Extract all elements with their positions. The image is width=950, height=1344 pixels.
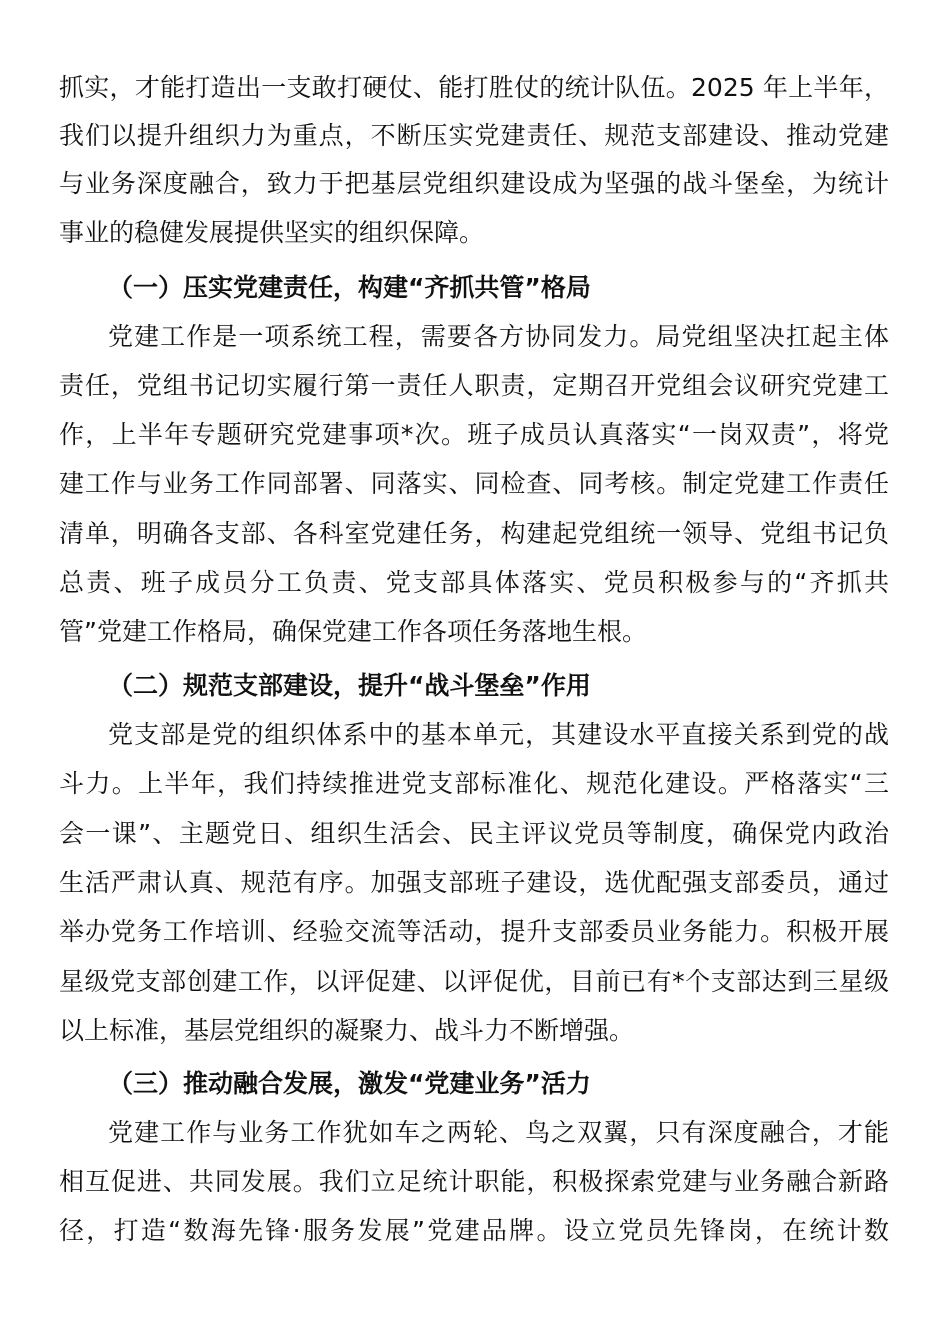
section-2-line-1: 党支部是党的组织体系中的基本单元，其建设水平直接关系到党的战 xyxy=(108,720,889,749)
section-2-line-4: 生活严肃认真、规范有序。加强支部班子建设，选优配强支部委员，通过 xyxy=(59,868,889,897)
intro-line-3: 与业务深度融合，致力于把基层党组织建设成为坚强的战斗堡垒，为统计 xyxy=(59,169,889,198)
section-heading-2: （二）规范支部建设，提升“战斗堡垒”作用 xyxy=(108,671,591,700)
section-1-line-6: 总责、班子成员分工负责、党支部具体落实、党员积极参与的“齐抓共 xyxy=(59,568,889,597)
section-2-line-5: 举办党务工作培训、经验交流等活动，提升支部委员业务能力。积极开展 xyxy=(59,917,889,946)
section-heading-1: （一）压实党建责任，构建“齐抓共管”格局 xyxy=(108,273,591,302)
intro-line-2: 我们以提升组织力为重点，不断压实党建责任、规范支部建设、推动党建 xyxy=(59,121,889,150)
section-2-line-3: 会一课”、主题党日、组织生活会、民主评议党员等制度，确保党内政治 xyxy=(59,819,889,848)
section-2-line-7: 以上标准，基层党组织的凝聚力、战斗力不断增强。 xyxy=(59,1016,635,1045)
section-2-line-6: 星级党支部创建工作，以评促建、以评促优，目前已有*个支部达到三星级 xyxy=(59,967,889,996)
section-heading-3: （三）推动融合发展，激发“党建业务”活力 xyxy=(108,1069,591,1098)
section-1-line-2: 责任，党组书记切实履行第一责任人职责，定期召开党组会议研究党建工 xyxy=(59,371,889,400)
section-1-line-1: 党建工作是一项系统工程，需要各方协同发力。局党组坚决扛起主体 xyxy=(108,322,889,351)
intro-line-4: 事业的稳健发展提供坚实的组织保障。 xyxy=(59,218,485,247)
section-3-line-1: 党建工作与业务工作犹如车之两轮、鸟之双翼，只有深度融合，才能 xyxy=(108,1118,889,1147)
section-1-line-4: 建工作与业务工作同部署、同落实、同检查、同考核。制定党建工作责任 xyxy=(59,469,889,498)
section-3-line-3: 径，打造“数海先锋·服务发展”党建品牌。设立党员先锋岗，在统计数 xyxy=(59,1216,889,1245)
section-2-line-2: 斗力。上半年，我们持续推进党支部标准化、规范化建设。严格落实“三 xyxy=(59,769,889,798)
section-3-line-2: 相互促进、共同发展。我们立足统计职能，积极探索党建与业务融合新路 xyxy=(59,1167,889,1196)
section-1-line-3: 作，上半年专题研究党建事项*次。班子成员认真落实“一岗双责”，将党 xyxy=(59,420,889,449)
intro-line-1: 抓实，才能打造出一支敢打硬仗、能打胜仗的统计队伍。2025 年上半年， xyxy=(59,73,889,102)
section-1-line-5: 清单，明确各支部、各科室党建任务，构建起党组统一领导、党组书记负 xyxy=(59,519,889,548)
section-1-line-7: 管”党建工作格局，确保党建工作各项任务落地生根。 xyxy=(59,617,647,646)
